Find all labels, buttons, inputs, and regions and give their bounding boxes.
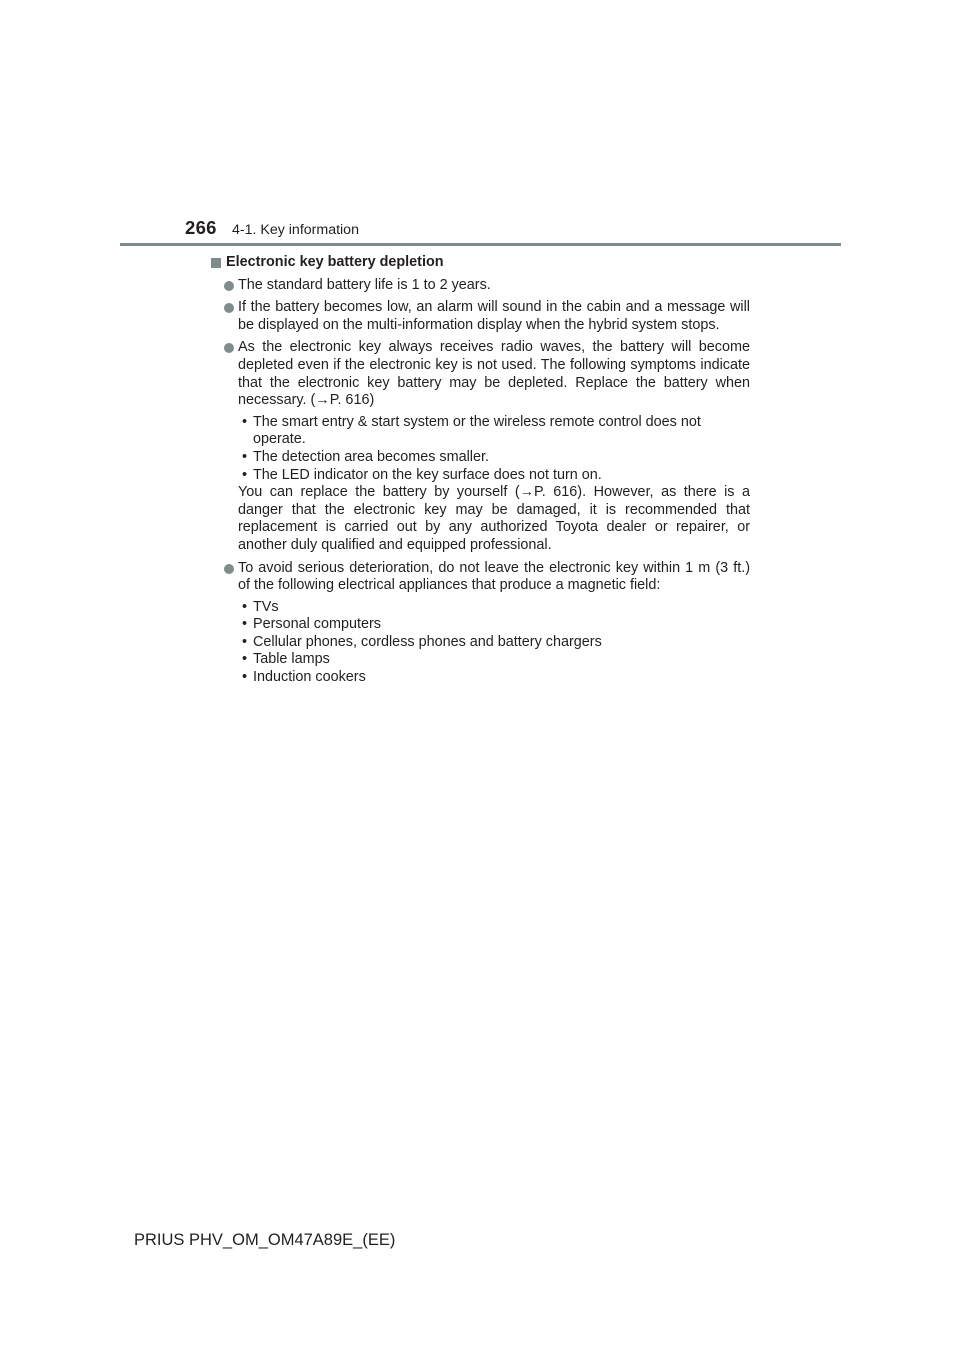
list-item bbox=[210, 299, 750, 334]
appliance-item: • Table lamps bbox=[242, 651, 330, 668]
appliance-item: • Induction cookers bbox=[242, 669, 366, 686]
item-text: To avoid serious deterioration, do not leave the electronic key within 1 m (3 ft.) of the following electrical appliances that produce a magnetic field: bbox=[238, 559, 750, 594]
square-bullet-icon bbox=[211, 258, 221, 268]
section-header: 4-1. Key information bbox=[232, 222, 359, 238]
symptom-item: • The smart entry & start system or the wireless remote control does not operate. bbox=[242, 413, 701, 448]
appliance-list bbox=[238, 599, 750, 687]
page-content bbox=[210, 254, 750, 687]
appliance-item: • Cellular phones, cordless phones and battery chargers bbox=[242, 633, 602, 650]
symptom-item: • The LED indicator on the key surface does not turn on. bbox=[242, 466, 602, 483]
appliance-item: • TVs bbox=[242, 598, 279, 615]
page-number: 266 bbox=[185, 217, 217, 238]
item-text: The standard battery life is 1 to 2 years. bbox=[238, 276, 491, 293]
appliance-item: • Personal computers bbox=[242, 616, 381, 633]
list-item bbox=[210, 277, 750, 295]
symptom-item: • The detection area becomes smaller. bbox=[242, 448, 489, 465]
list-item bbox=[210, 560, 750, 595]
document-footer: PRIUS PHV_OM_OM47A89E_(EE) bbox=[134, 1231, 396, 1249]
list-item bbox=[210, 339, 750, 409]
circle-bullet-icon bbox=[224, 281, 234, 291]
circle-bullet-icon bbox=[224, 343, 234, 353]
topic-title: Electronic key battery depletion bbox=[226, 254, 444, 270]
circle-bullet-icon bbox=[224, 564, 234, 574]
symptom-list bbox=[238, 414, 750, 484]
header-divider bbox=[120, 243, 841, 246]
item-text: As the electronic key always receives radio waves, the battery will become depleted even if the electronic key is not used. The following symptoms indicate that the electronic key battery may be depleted. Replace the battery when necessary. (→P. 616) bbox=[238, 339, 750, 409]
replacement-note: You can replace the battery by yourself (→P. 616). However, as there is a danger that the electronic key may be damaged, it is recommended that replacement is carried out by any authorized Toyota dealer or repairer, or another duly qualified and equipped professional. bbox=[238, 484, 750, 553]
topic-heading bbox=[210, 254, 750, 272]
circle-bullet-icon bbox=[224, 303, 234, 313]
item-text: If the battery becomes low, an alarm will sound in the cabin and a message will be displayed on the multi-information display when the hybrid system stops. bbox=[238, 299, 750, 333]
